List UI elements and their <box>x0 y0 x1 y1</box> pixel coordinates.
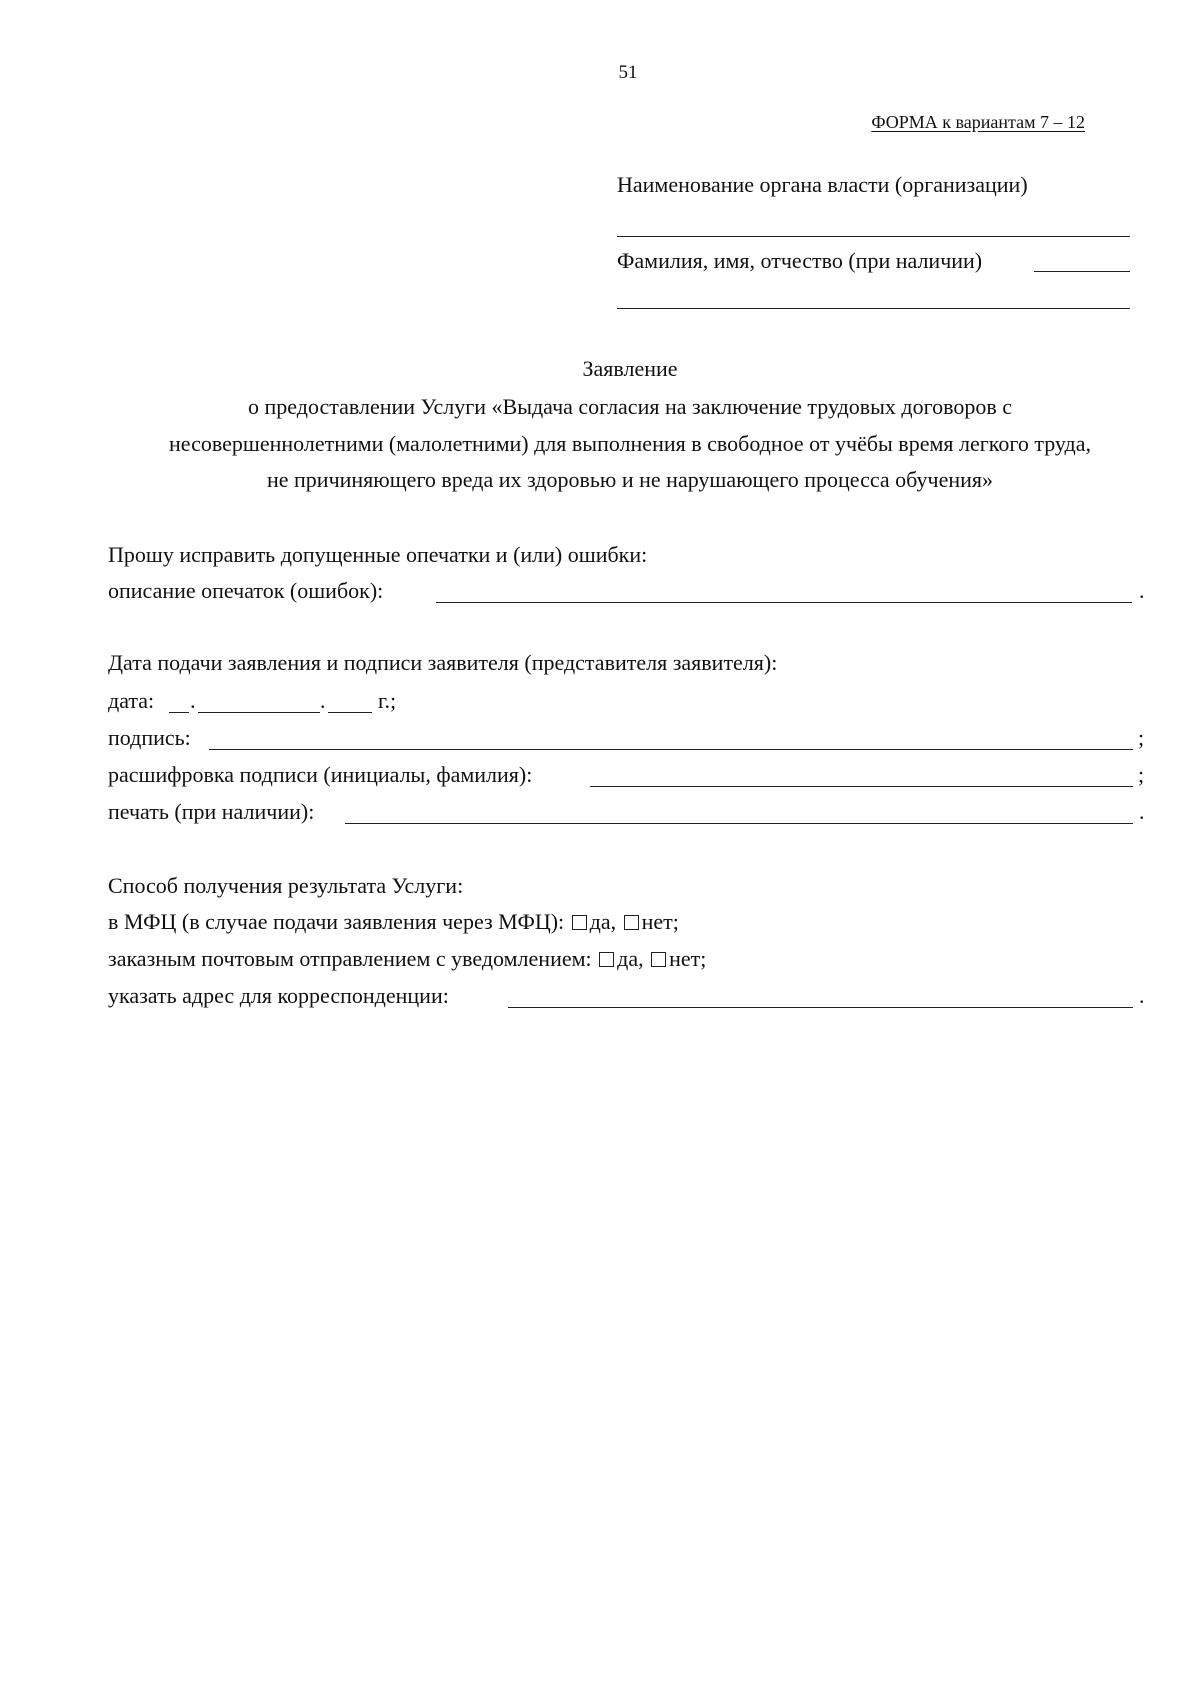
signature-label: подпись: <box>108 725 191 750</box>
result-mail-label: заказным почтовым отправлением с уведомлением: <box>108 946 592 971</box>
date-label: дата: <box>108 688 155 713</box>
signature-decoding-field-line[interactable] <box>590 786 1133 787</box>
corrections-description-label: описание опечаток (ошибок): <box>108 578 384 603</box>
applicant-name-field-line[interactable] <box>1034 271 1130 272</box>
corrections-description-field-line[interactable] <box>436 602 1132 603</box>
authority-label: Наименование органа власти (организации) <box>617 172 1028 197</box>
signature-decoding-label: расшифровка подписи (инициалы, фамилия): <box>108 762 533 787</box>
date-day-field[interactable] <box>169 712 189 713</box>
form-reference: ФОРМА к вариантам 7 – 12 <box>871 112 1085 132</box>
address-field-line[interactable] <box>508 1007 1133 1008</box>
mail-yes-checkbox[interactable] <box>599 952 614 967</box>
document-title-line-3: не причиняющего вреда их здоровью и не нарушающего процесса обучения» <box>266 467 994 492</box>
document-title-line-1: о предоставлении Услуги «Выдача согласия на заключение трудовых договоров с <box>248 394 1012 419</box>
result-mfc-row <box>108 909 679 935</box>
applicant-name-label: Фамилия, имя, отчество (при наличии) <box>617 248 983 273</box>
mfc-yes-label: да, <box>589 909 617 934</box>
date-separator-2: . <box>320 688 326 713</box>
address-end-punct: . <box>1139 983 1145 1008</box>
mail-no-checkbox[interactable] <box>651 952 666 967</box>
applicant-name-field-line-2[interactable] <box>617 308 1130 309</box>
signature-field-line[interactable] <box>209 749 1133 750</box>
corrections-end-punct: . <box>1139 578 1145 603</box>
date-year-field[interactable] <box>328 712 372 713</box>
date-month-field[interactable] <box>198 712 320 713</box>
stamp-label: печать (при наличии): <box>108 799 315 824</box>
result-method-heading: Способ получения результата Услуги: <box>108 873 464 898</box>
corrections-request: Прошу исправить допущенные опечатки и (или) ошибки: <box>108 542 648 567</box>
stamp-end-punct: . <box>1139 799 1145 824</box>
authority-field-line[interactable] <box>617 236 1130 237</box>
signature-block-heading: Дата подачи заявления и подписи заявителя (представителя заявителя): <box>108 650 778 675</box>
document-heading: Заявление <box>582 356 678 381</box>
date-year-suffix: г.; <box>378 688 397 713</box>
mfc-no-label: нет; <box>641 909 679 934</box>
signature-decoding-end-punct: ; <box>1138 762 1145 787</box>
stamp-field-line[interactable] <box>345 823 1133 824</box>
result-mail-row <box>108 946 706 972</box>
page-number: 51 <box>618 62 638 83</box>
result-mfc-label: в МФЦ (в случае подачи заявления через МФЦ): <box>108 909 565 934</box>
date-separator-1: . <box>190 688 196 713</box>
mfc-no-checkbox[interactable] <box>624 915 639 930</box>
mfc-yes-checkbox[interactable] <box>572 915 587 930</box>
mail-no-label: нет; <box>669 946 707 971</box>
mail-yes-label: да, <box>617 946 644 971</box>
address-label: указать адрес для корреспонденции: <box>108 983 449 1008</box>
signature-end-punct: ; <box>1138 725 1145 750</box>
document-title-line-2: несовершеннолетними (малолетними) для выполнения в свободное от учёбы время легкого труда, <box>169 431 1091 456</box>
